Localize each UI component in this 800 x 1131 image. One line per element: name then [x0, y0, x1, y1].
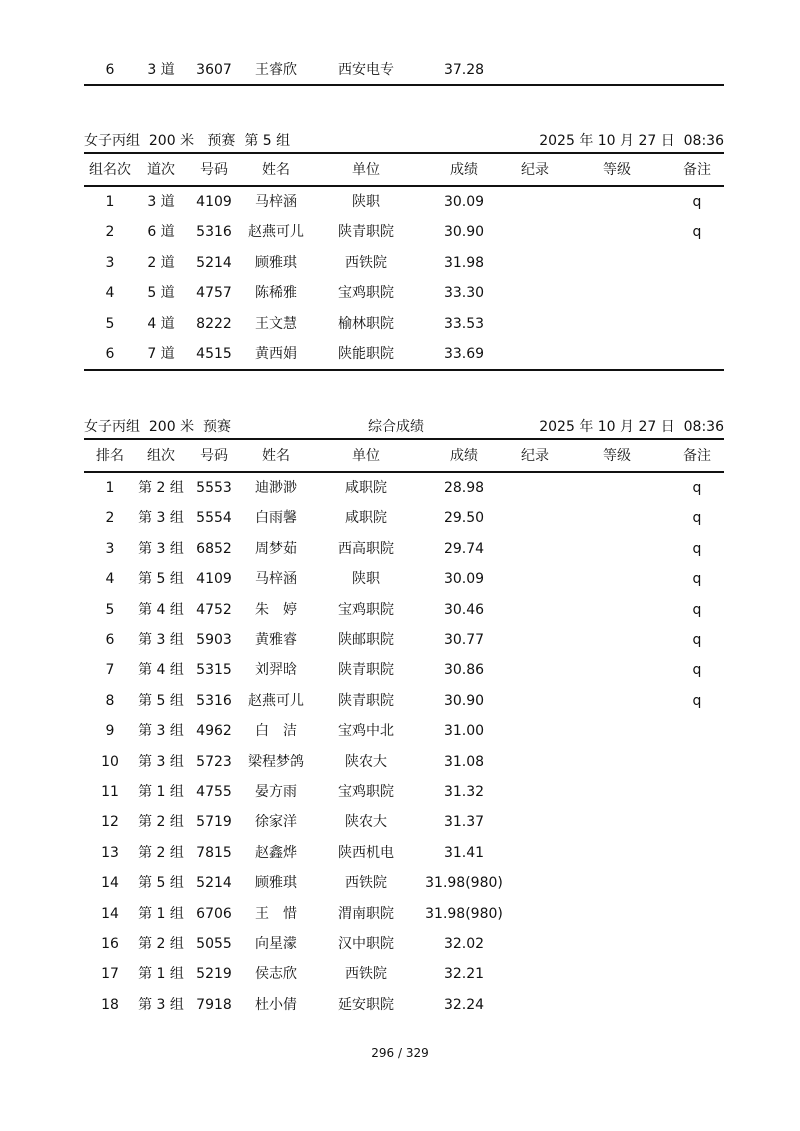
header-grade: 等级: [603, 162, 631, 178]
table-row: [84, 655, 724, 685]
record-cell: [506, 248, 564, 278]
grade-cell: [564, 309, 670, 339]
heat5-header-top-rule: [84, 152, 724, 154]
overall-header-top-rule: [84, 438, 724, 440]
note-cell: [670, 716, 724, 746]
record-cell: [506, 747, 564, 777]
name-cell: 王睿欣: [255, 62, 297, 78]
record-cell: [506, 807, 564, 837]
result-cell: 30.90: [443, 692, 485, 709]
result-cell: 31.98(980): [425, 905, 503, 922]
grade-cell: [564, 990, 670, 1020]
result-cell: 29.74: [443, 540, 485, 557]
unit-cell: 陕青职院: [338, 662, 394, 679]
lane-cell: 5 道: [147, 285, 175, 302]
header-rank: 排名: [96, 448, 124, 464]
name-cell: 朱 婷: [255, 601, 297, 618]
name-cell: 黄西娟: [255, 346, 297, 362]
bib-cell: 3607: [196, 62, 232, 78]
grade-cell: [564, 807, 670, 837]
lane-cell: 第 3 组: [138, 510, 184, 527]
name-cell: 梁程梦鸽: [248, 753, 304, 770]
bib-cell: 6706: [196, 905, 232, 922]
note-cell: [670, 838, 724, 868]
bib-cell: 5316: [196, 224, 232, 241]
unit-cell: 宝鸡职院: [338, 285, 394, 302]
rank-cell: 14: [101, 875, 119, 892]
lane-cell: 第 5 组: [138, 875, 184, 892]
overall-title-bar: [84, 417, 724, 437]
header-result: 成绩: [450, 162, 478, 178]
grade-cell: [564, 868, 670, 898]
table-row: [84, 278, 724, 308]
unit-cell: 陕青职院: [338, 692, 394, 709]
grade-cell: [564, 595, 670, 625]
overall-title: 女子丙组 200 米 预赛: [84, 419, 231, 435]
unit-cell: 咸职院: [345, 480, 387, 496]
result-cell: 29.50: [443, 510, 485, 527]
table-row: [84, 595, 724, 625]
bib-cell: 7918: [196, 996, 232, 1013]
table-row: [84, 625, 724, 655]
unit-cell: 陕农大: [345, 814, 387, 831]
grade-cell: [564, 929, 670, 959]
lane-cell: 7 道: [147, 346, 175, 362]
unit-cell: 西铁院: [345, 966, 387, 983]
result-cell: 33.30: [443, 285, 485, 302]
heat5-bottom-rule: [84, 369, 724, 371]
table-row: [84, 838, 724, 868]
grade-cell: [564, 747, 670, 777]
rank-cell: 4: [105, 571, 115, 588]
grade-cell: [564, 503, 670, 533]
record-cell: [506, 777, 564, 807]
result-cell: 32.02: [443, 936, 485, 952]
table-row: [84, 187, 724, 217]
overall-subtitle: 综合成绩: [368, 419, 424, 435]
bib-cell: 4109: [196, 194, 232, 210]
rank-cell: 1: [105, 480, 115, 496]
name-cell: 向星濛: [255, 936, 297, 952]
note-cell: [670, 959, 724, 989]
header-record: 纪录: [521, 448, 549, 464]
record-cell: [506, 716, 564, 746]
header-lane: 道次: [147, 162, 175, 178]
bib-cell: 5219: [196, 966, 232, 983]
grade-cell: [564, 899, 670, 929]
name-cell: 王 惜: [255, 905, 297, 922]
lane-cell: 第 2 组: [138, 480, 184, 496]
note-cell: q: [692, 662, 702, 679]
grade-cell: [564, 339, 670, 369]
lane-cell: 3 道: [147, 194, 175, 210]
page-number: 296 / 329: [371, 1046, 429, 1060]
table-row: [84, 959, 724, 989]
table-row: [84, 868, 724, 898]
overall-header-row: [84, 441, 724, 471]
record-cell: [506, 187, 564, 217]
bib-cell: 4755: [196, 784, 232, 800]
table-row: [84, 503, 724, 533]
name-cell: 侯志欣: [255, 966, 297, 983]
bib-cell: 5719: [196, 814, 232, 831]
rank-cell: 16: [101, 936, 119, 952]
lane-cell: 第 2 组: [138, 814, 184, 831]
header-unit: 单位: [352, 448, 380, 464]
table-row: [84, 990, 724, 1020]
rank-cell: 6: [105, 62, 115, 78]
name-cell: 赵鑫烨: [255, 844, 297, 861]
rank-cell: 10: [101, 753, 119, 770]
bib-cell: 4752: [196, 601, 232, 618]
bib-cell: 5315: [196, 662, 232, 679]
record-cell: [506, 625, 564, 655]
table-row: [84, 807, 724, 837]
note-cell: q: [692, 224, 702, 241]
note-cell: [670, 309, 724, 339]
unit-cell: 陕农大: [345, 753, 387, 770]
result-cell: 32.21: [443, 966, 485, 983]
record-cell: [506, 564, 564, 594]
grade-cell: [564, 625, 670, 655]
bib-cell: 4515: [196, 346, 232, 362]
unit-cell: 陕能职院: [338, 346, 394, 362]
unit-cell: 渭南职院: [338, 905, 394, 922]
result-cell: 30.86: [443, 662, 485, 679]
note-cell: [670, 868, 724, 898]
unit-cell: 宝鸡中北: [338, 723, 394, 740]
table-row: [84, 686, 724, 716]
rank-cell: 14: [101, 905, 119, 922]
result-cell: 37.28: [443, 62, 485, 78]
header-group: 组次: [147, 448, 175, 464]
record-cell: [506, 503, 564, 533]
grade-cell: [564, 838, 670, 868]
header-bib: 号码: [200, 448, 228, 464]
unit-cell: 宝鸡职院: [338, 601, 394, 618]
table-row: [84, 747, 724, 777]
rank-cell: 5: [105, 315, 115, 332]
lane-cell: 第 1 组: [138, 966, 184, 983]
record-cell: [506, 655, 564, 685]
record-cell: [506, 278, 564, 308]
lane-cell: 4 道: [147, 315, 175, 332]
heat5-date: 2025 年 10 月 27 日 08:36: [539, 133, 724, 149]
bib-cell: 4962: [196, 723, 232, 740]
name-cell: 刘羿晗: [255, 662, 297, 679]
unit-cell: 陕青职院: [338, 224, 394, 241]
grade-cell: [564, 534, 670, 564]
note-cell: [670, 278, 724, 308]
table-row: [84, 777, 724, 807]
heat5-title: 女子丙组 200 米 预赛 第 5 组: [84, 133, 291, 149]
record-cell: [506, 686, 564, 716]
lane-cell: 第 4 组: [138, 601, 184, 618]
rank-cell: 5: [105, 601, 115, 618]
name-cell: 陈稀雅: [255, 285, 297, 302]
table-bottom-rule: [84, 84, 724, 86]
header-note: 备注: [683, 448, 711, 464]
record-cell: [506, 339, 564, 369]
grade-cell: [564, 716, 670, 746]
overall-date: 2025 年 10 月 27 日 08:36: [539, 419, 724, 435]
name-cell: 马梓涵: [255, 194, 297, 210]
note-cell: q: [692, 692, 702, 709]
header-unit: 单位: [352, 162, 380, 178]
result-cell: 33.53: [443, 315, 485, 332]
record-cell: [506, 595, 564, 625]
rank-cell: 11: [101, 784, 119, 800]
name-cell: 王文慧: [255, 315, 297, 332]
note-cell: [670, 777, 724, 807]
note-cell: [670, 55, 724, 85]
table-row: [84, 309, 724, 339]
unit-cell: 陕职: [352, 194, 380, 210]
rank-cell: 2: [105, 510, 115, 527]
header-name: 姓名: [262, 448, 290, 464]
grade-cell: [564, 278, 670, 308]
bib-cell: 4109: [196, 571, 232, 588]
rank-cell: 9: [105, 723, 115, 740]
note-cell: q: [692, 601, 702, 618]
result-cell: 31.98(980): [425, 875, 503, 892]
result-cell: 30.46: [443, 601, 485, 618]
note-cell: [670, 929, 724, 959]
unit-cell: 西高职院: [338, 540, 394, 557]
unit-cell: 榆林职院: [338, 315, 394, 332]
table-row: [84, 339, 724, 369]
bib-cell: 4757: [196, 285, 232, 302]
lane-cell: 2 道: [147, 254, 175, 271]
bib-cell: 6852: [196, 540, 232, 557]
bib-cell: 5903: [196, 632, 232, 648]
unit-cell: 陕邮职院: [338, 632, 394, 648]
unit-cell: 陕西机电: [338, 844, 394, 861]
note-cell: q: [692, 540, 702, 557]
unit-cell: 西铁院: [345, 875, 387, 892]
rank-cell: 1: [105, 194, 115, 210]
rank-cell: 3: [105, 254, 115, 271]
table-row: [84, 929, 724, 959]
header-bib: 号码: [200, 162, 228, 178]
table-row: [84, 248, 724, 278]
lane-cell: 第 3 组: [138, 540, 184, 557]
unit-cell: 宝鸡职院: [338, 784, 394, 800]
record-cell: [506, 868, 564, 898]
unit-cell: 西安电专: [338, 62, 394, 78]
bib-cell: 5316: [196, 692, 232, 709]
name-cell: 杜小倩: [255, 996, 297, 1013]
grade-cell: [564, 655, 670, 685]
record-cell: [506, 990, 564, 1020]
result-cell: 31.37: [443, 814, 485, 831]
name-cell: 迪渺渺: [255, 480, 297, 496]
rank-cell: 6: [105, 346, 115, 362]
name-cell: 顾雅琪: [255, 254, 297, 271]
record-cell: [506, 959, 564, 989]
result-cell: 31.32: [443, 784, 485, 800]
unit-cell: 延安职院: [338, 996, 394, 1013]
bib-cell: 5723: [196, 753, 232, 770]
bib-cell: 5553: [196, 480, 232, 496]
grade-cell: [564, 564, 670, 594]
unit-cell: 陕职: [352, 571, 380, 588]
rank-cell: 3: [105, 540, 115, 557]
note-cell: [670, 747, 724, 777]
grade-cell: [564, 217, 670, 247]
lane-cell: 第 2 组: [138, 936, 184, 952]
header-grade: 等级: [603, 448, 631, 464]
grade-cell: [564, 959, 670, 989]
name-cell: 顾雅琪: [255, 875, 297, 892]
record-cell: [506, 534, 564, 564]
rank-cell: 6: [105, 632, 115, 648]
table-row: [84, 534, 724, 564]
result-cell: 30.09: [443, 571, 485, 588]
lane-cell: 第 5 组: [138, 571, 184, 588]
grade-cell: [564, 55, 670, 85]
header-note: 备注: [683, 162, 711, 178]
bib-cell: 5214: [196, 254, 232, 271]
result-cell: 30.90: [443, 224, 485, 241]
lane-cell: 第 3 组: [138, 753, 184, 770]
note-cell: q: [692, 571, 702, 588]
rank-cell: 4: [105, 285, 115, 302]
note-cell: q: [692, 632, 702, 648]
lane-cell: 第 1 组: [138, 905, 184, 922]
grade-cell: [564, 187, 670, 217]
name-cell: 白雨馨: [255, 510, 297, 527]
name-cell: 马梓涵: [255, 571, 297, 588]
note-cell: q: [692, 510, 702, 527]
note-cell: [670, 899, 724, 929]
lane-cell: 第 4 组: [138, 662, 184, 679]
table-row: [84, 899, 724, 929]
record-cell: [506, 309, 564, 339]
table-row: [84, 716, 724, 746]
header-name: 姓名: [262, 162, 290, 178]
record-cell: [506, 217, 564, 247]
lane-cell: 第 2 组: [138, 844, 184, 861]
heat5-title-bar: [84, 131, 724, 151]
name-cell: 周梦茹: [255, 540, 297, 557]
lane-cell: 第 3 组: [138, 996, 184, 1013]
grade-cell: [564, 686, 670, 716]
grade-cell: [564, 248, 670, 278]
result-cell: 30.09: [443, 194, 485, 210]
result-cell: 31.00: [443, 723, 485, 740]
table-row: [84, 473, 724, 503]
bib-cell: 8222: [196, 315, 232, 332]
rank-cell: 13: [101, 844, 119, 861]
lane-cell: 第 5 组: [138, 692, 184, 709]
grade-cell: [564, 473, 670, 503]
bib-cell: 5055: [196, 936, 232, 952]
result-cell: 30.77: [443, 632, 485, 648]
note-cell: [670, 807, 724, 837]
lane-cell: 第 1 组: [138, 784, 184, 800]
note-cell: [670, 990, 724, 1020]
lane-cell: 3 道: [147, 62, 175, 78]
result-cell: 31.41: [443, 844, 485, 861]
lane-cell: 第 3 组: [138, 723, 184, 740]
lane-cell: 6 道: [147, 224, 175, 241]
result-cell: 32.24: [443, 996, 485, 1013]
table-row: [84, 564, 724, 594]
table-row: [84, 55, 724, 85]
name-cell: 赵燕可儿: [248, 224, 304, 241]
rank-cell: 7: [105, 662, 115, 679]
record-cell: [506, 473, 564, 503]
note-cell: q: [692, 480, 702, 496]
note-cell: [670, 248, 724, 278]
record-cell: [506, 838, 564, 868]
name-cell: 晏方雨: [255, 784, 297, 800]
name-cell: 黄雅睿: [255, 632, 297, 648]
record-cell: [506, 929, 564, 959]
rank-cell: 12: [101, 814, 119, 831]
rank-cell: 2: [105, 224, 115, 241]
rank-cell: 17: [101, 966, 119, 983]
table-row: [84, 217, 724, 247]
bib-cell: 5214: [196, 875, 232, 892]
heat5-header-row: [84, 155, 724, 185]
grade-cell: [564, 777, 670, 807]
name-cell: 徐家洋: [255, 814, 297, 831]
bib-cell: 7815: [196, 844, 232, 861]
unit-cell: 汉中职院: [338, 936, 394, 952]
result-cell: 31.98: [443, 254, 485, 271]
bib-cell: 5554: [196, 510, 232, 527]
header-result: 成绩: [450, 448, 478, 464]
result-cell: 28.98: [443, 480, 485, 496]
rank-cell: 8: [105, 692, 115, 709]
unit-cell: 西铁院: [345, 254, 387, 271]
unit-cell: 咸职院: [345, 510, 387, 527]
result-cell: 31.08: [443, 753, 485, 770]
name-cell: 白 洁: [255, 723, 297, 740]
lane-cell: 第 3 组: [138, 632, 184, 648]
header-record: 纪录: [521, 162, 549, 178]
rank-cell: 18: [101, 996, 119, 1013]
note-cell: [670, 339, 724, 369]
result-cell: 33.69: [443, 346, 485, 362]
header-rank: 组名次: [89, 162, 131, 178]
record-cell: [506, 55, 564, 85]
name-cell: 赵燕可儿: [248, 692, 304, 709]
note-cell: q: [692, 194, 702, 210]
record-cell: [506, 899, 564, 929]
